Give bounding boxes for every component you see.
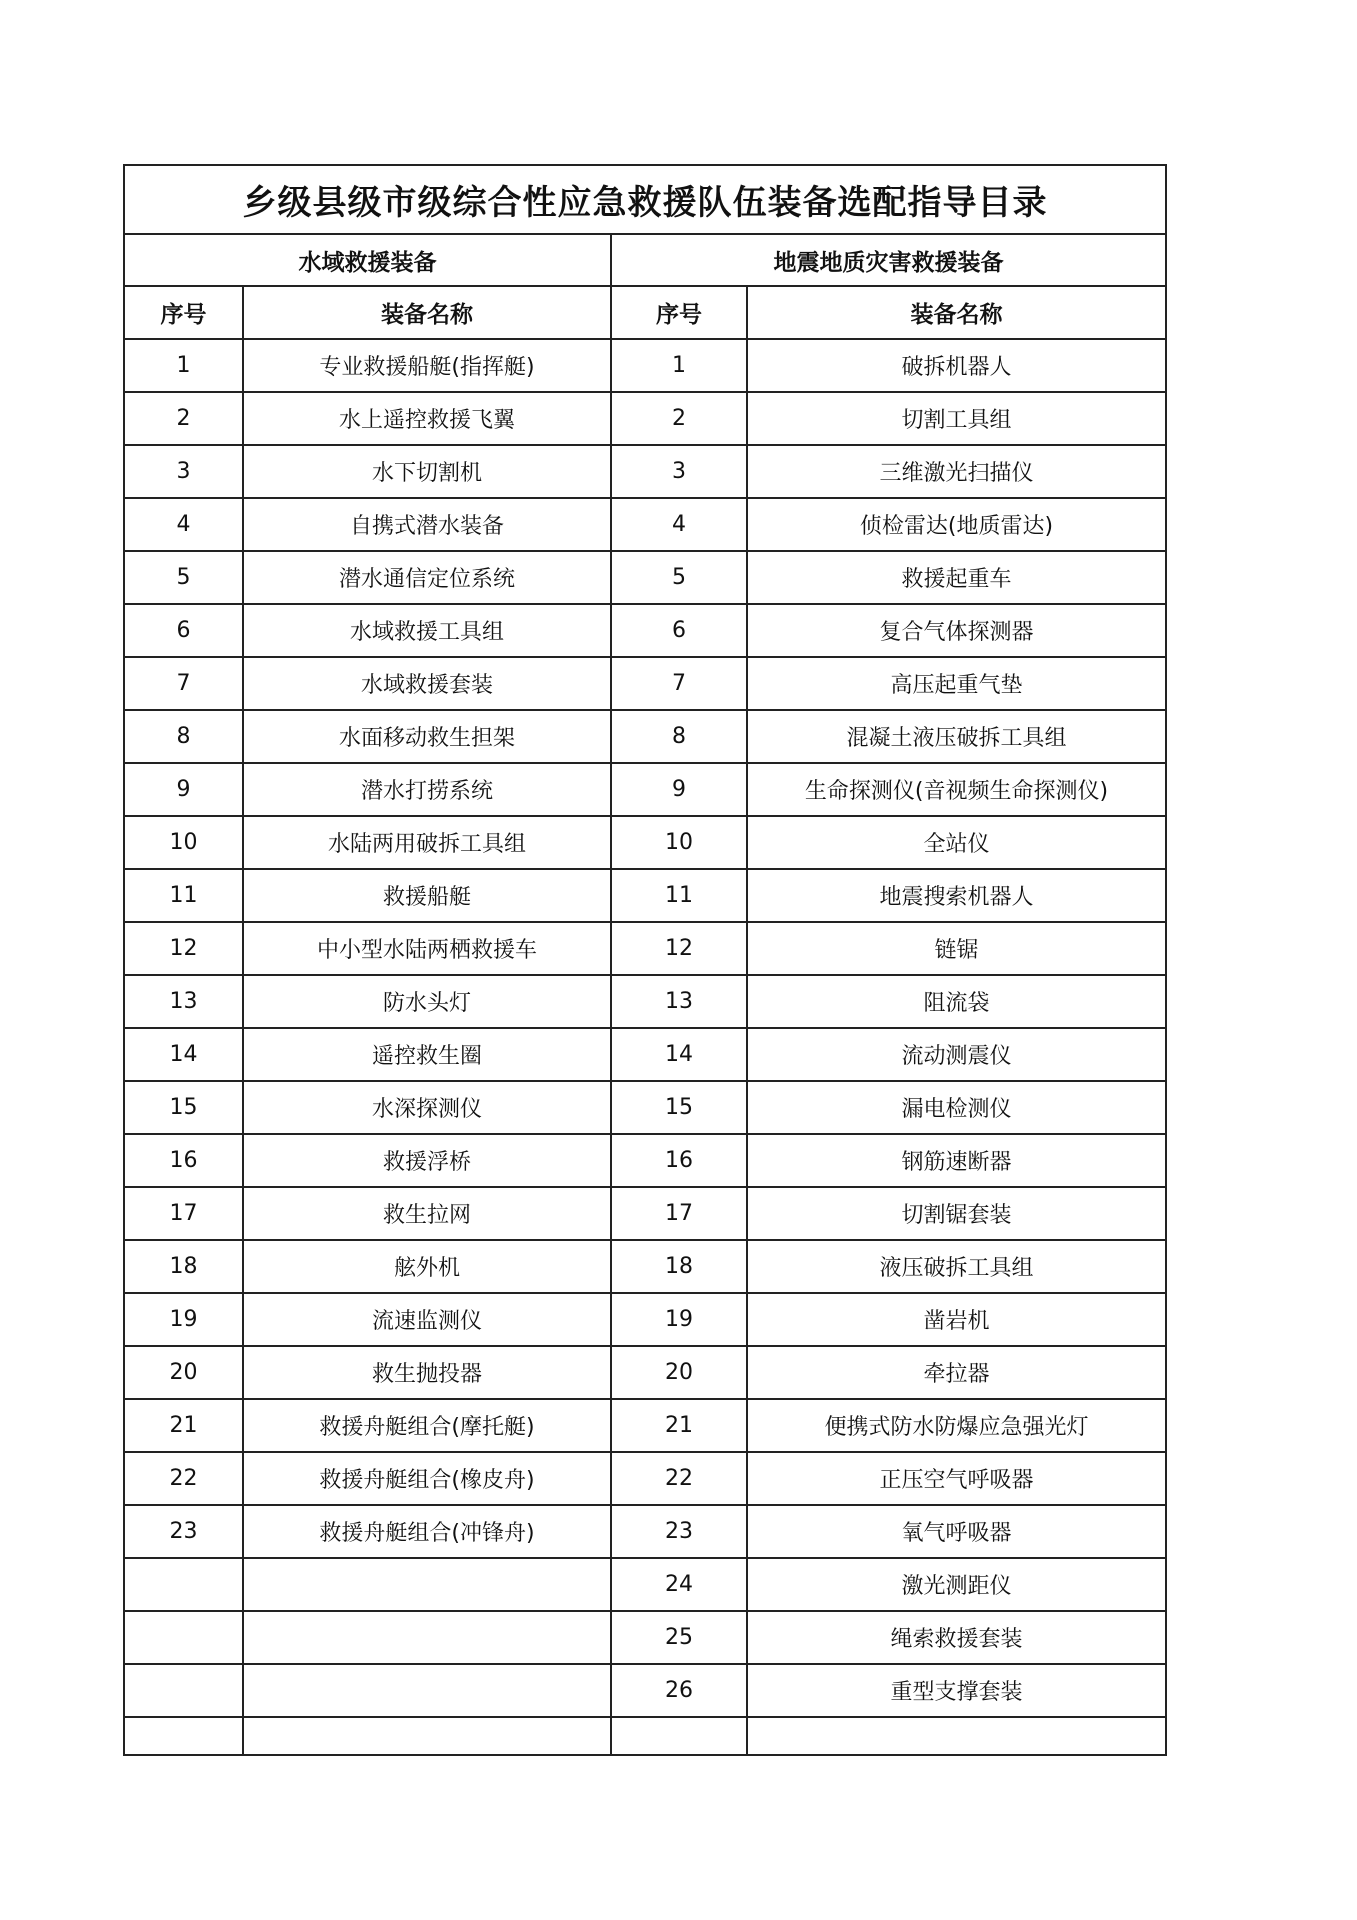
- table-title: 乡级县级市级综合性应急救援队伍装备选配指导目录: [124, 165, 1166, 234]
- left-equipment-name-cell: 救援船艇: [243, 869, 611, 922]
- right-equipment-name-cell: 绳索救援套装: [747, 1611, 1166, 1664]
- left-equipment-name-cell: [243, 1664, 611, 1717]
- right-equipment-name-cell: 氧气呼吸器: [747, 1505, 1166, 1558]
- right-seq-cell: 1: [611, 339, 747, 392]
- right-seq-cell: 18: [611, 1240, 747, 1293]
- right-seq-cell: 17: [611, 1187, 747, 1240]
- right-seq-cell: 19: [611, 1293, 747, 1346]
- table-row: [124, 1187, 1166, 1240]
- left-seq-cell: 20: [124, 1346, 243, 1399]
- left-seq-cell: 2: [124, 392, 243, 445]
- right-equipment-name-cell: 重型支撑套装: [747, 1664, 1166, 1717]
- right-equipment-name-cell: 救援起重车: [747, 551, 1166, 604]
- equipment-catalog-table: [123, 164, 1167, 1756]
- left-seq-cell: 8: [124, 710, 243, 763]
- right-equipment-name-cell: 生命探测仪(音视频生命探测仪): [747, 763, 1166, 816]
- right-equipment-name-cell: 三维激光扫描仪: [747, 445, 1166, 498]
- left-seq-cell: 13: [124, 975, 243, 1028]
- table-row: [124, 1505, 1166, 1558]
- left-equipment-name-cell: 水下切割机: [243, 445, 611, 498]
- right-seq-cell: 12: [611, 922, 747, 975]
- right-equipment-name-cell: 阻流袋: [747, 975, 1166, 1028]
- left-equipment-name-cell: 救援舟艇组合(橡皮舟): [243, 1452, 611, 1505]
- table-row: [124, 1664, 1166, 1717]
- table-row: [124, 922, 1166, 975]
- left-seq-cell: [124, 1611, 243, 1664]
- left-equipment-name-cell: 救生拉网: [243, 1187, 611, 1240]
- right-equipment-name-cell: 正压空气呼吸器: [747, 1452, 1166, 1505]
- left-seq-cell: 7: [124, 657, 243, 710]
- right-seq-cell: 8: [611, 710, 747, 763]
- right-seq-cell: 15: [611, 1081, 747, 1134]
- right-equipment-name-cell: 漏电检测仪: [747, 1081, 1166, 1134]
- left-equipment-name-cell: 水域救援工具组: [243, 604, 611, 657]
- right-equipment-name-cell: 凿岩机: [747, 1293, 1166, 1346]
- right-equipment-name-cell: 链锯: [747, 922, 1166, 975]
- left-seq-cell: 1: [124, 339, 243, 392]
- section-water-rescue: 水域救援装备: [124, 234, 611, 286]
- right-seq-cell: 24: [611, 1558, 747, 1611]
- left-seq-cell: 6: [124, 604, 243, 657]
- left-seq-cell: 16: [124, 1134, 243, 1187]
- left-equipment-name-cell: 水域救援套装: [243, 657, 611, 710]
- table-row: [124, 1134, 1166, 1187]
- right-seq-cell: [611, 1717, 747, 1755]
- table-row: [124, 869, 1166, 922]
- table-row: [124, 975, 1166, 1028]
- table-row: [124, 710, 1166, 763]
- table-row: [124, 1028, 1166, 1081]
- column-header-seq-left: 序号: [124, 286, 243, 339]
- left-seq-cell: [124, 1664, 243, 1717]
- right-seq-cell: 11: [611, 869, 747, 922]
- left-equipment-name-cell: [243, 1558, 611, 1611]
- table-row: [124, 1346, 1166, 1399]
- left-seq-cell: 12: [124, 922, 243, 975]
- right-seq-cell: 21: [611, 1399, 747, 1452]
- table-row: [124, 1081, 1166, 1134]
- left-seq-cell: 22: [124, 1452, 243, 1505]
- left-equipment-name-cell: 救生抛投器: [243, 1346, 611, 1399]
- left-seq-cell: 21: [124, 1399, 243, 1452]
- left-equipment-name-cell: 自携式潜水装备: [243, 498, 611, 551]
- column-header-name-right: 装备名称: [747, 286, 1166, 339]
- right-seq-cell: 6: [611, 604, 747, 657]
- left-equipment-name-cell: 救援舟艇组合(冲锋舟): [243, 1505, 611, 1558]
- left-equipment-name-cell: 潜水通信定位系统: [243, 551, 611, 604]
- right-equipment-name-cell: 高压起重气垫: [747, 657, 1166, 710]
- left-equipment-name-cell: 专业救援船艇(指挥艇): [243, 339, 611, 392]
- column-header-seq-right: 序号: [611, 286, 747, 339]
- table-row: [124, 1399, 1166, 1452]
- right-seq-cell: 22: [611, 1452, 747, 1505]
- table-row: [124, 1240, 1166, 1293]
- section-earthquake-rescue: 地震地质灾害救援装备: [611, 234, 1166, 286]
- title-row: [124, 165, 1166, 234]
- right-seq-cell: 7: [611, 657, 747, 710]
- left-seq-cell: 19: [124, 1293, 243, 1346]
- left-seq-cell: 15: [124, 1081, 243, 1134]
- right-equipment-name-cell: 地震搜索机器人: [747, 869, 1166, 922]
- table-row: [124, 1611, 1166, 1664]
- right-equipment-name-cell: [747, 1717, 1166, 1755]
- left-equipment-name-cell: 流速监测仪: [243, 1293, 611, 1346]
- right-seq-cell: 10: [611, 816, 747, 869]
- left-seq-cell: 3: [124, 445, 243, 498]
- left-equipment-name-cell: [243, 1611, 611, 1664]
- table-row: [124, 392, 1166, 445]
- right-seq-cell: 20: [611, 1346, 747, 1399]
- table-row: [124, 498, 1166, 551]
- right-seq-cell: 14: [611, 1028, 747, 1081]
- left-seq-cell: 17: [124, 1187, 243, 1240]
- left-seq-cell: 11: [124, 869, 243, 922]
- left-seq-cell: [124, 1717, 243, 1755]
- left-equipment-name-cell: 救援浮桥: [243, 1134, 611, 1187]
- left-seq-cell: 5: [124, 551, 243, 604]
- left-seq-cell: [124, 1558, 243, 1611]
- section-header-row: [124, 234, 1166, 286]
- right-seq-cell: 4: [611, 498, 747, 551]
- left-seq-cell: 14: [124, 1028, 243, 1081]
- left-equipment-name-cell: 水深探测仪: [243, 1081, 611, 1134]
- right-equipment-name-cell: 侦检雷达(地质雷达): [747, 498, 1166, 551]
- table-row: [124, 339, 1166, 392]
- right-equipment-name-cell: 切割锯套装: [747, 1187, 1166, 1240]
- right-seq-cell: 3: [611, 445, 747, 498]
- table-row: [124, 1452, 1166, 1505]
- left-equipment-name-cell: 中小型水陆两栖救援车: [243, 922, 611, 975]
- table-row: [124, 1293, 1166, 1346]
- left-seq-cell: 23: [124, 1505, 243, 1558]
- right-equipment-name-cell: 激光测距仪: [747, 1558, 1166, 1611]
- right-seq-cell: 23: [611, 1505, 747, 1558]
- right-equipment-name-cell: 钢筋速断器: [747, 1134, 1166, 1187]
- right-equipment-name-cell: 破拆机器人: [747, 339, 1166, 392]
- table-row: [124, 445, 1166, 498]
- right-seq-cell: 26: [611, 1664, 747, 1717]
- right-seq-cell: 25: [611, 1611, 747, 1664]
- right-equipment-name-cell: 液压破拆工具组: [747, 1240, 1166, 1293]
- left-equipment-name-cell: 遥控救生圈: [243, 1028, 611, 1081]
- left-equipment-name-cell: 舷外机: [243, 1240, 611, 1293]
- table-row: [124, 1717, 1166, 1755]
- column-header-row: [124, 286, 1166, 339]
- right-equipment-name-cell: 切割工具组: [747, 392, 1166, 445]
- column-header-name-left: 装备名称: [243, 286, 611, 339]
- left-seq-cell: 10: [124, 816, 243, 869]
- left-equipment-name-cell: 防水头灯: [243, 975, 611, 1028]
- left-equipment-name-cell: 潜水打捞系统: [243, 763, 611, 816]
- table-row: [124, 1558, 1166, 1611]
- table-row: [124, 657, 1166, 710]
- left-equipment-name-cell: 水面移动救生担架: [243, 710, 611, 763]
- table-row: [124, 816, 1166, 869]
- right-equipment-name-cell: 混凝土液压破拆工具组: [747, 710, 1166, 763]
- left-equipment-name-cell: [243, 1717, 611, 1755]
- right-equipment-name-cell: 复合气体探测器: [747, 604, 1166, 657]
- table-row: [124, 551, 1166, 604]
- right-equipment-name-cell: 便携式防水防爆应急强光灯: [747, 1399, 1166, 1452]
- right-seq-cell: 9: [611, 763, 747, 816]
- left-equipment-name-cell: 水上遥控救援飞翼: [243, 392, 611, 445]
- left-seq-cell: 4: [124, 498, 243, 551]
- right-equipment-name-cell: 流动测震仪: [747, 1028, 1166, 1081]
- table-row: [124, 763, 1166, 816]
- right-equipment-name-cell: 全站仪: [747, 816, 1166, 869]
- left-seq-cell: 18: [124, 1240, 243, 1293]
- left-seq-cell: 9: [124, 763, 243, 816]
- right-seq-cell: 16: [611, 1134, 747, 1187]
- table-row: [124, 604, 1166, 657]
- right-seq-cell: 2: [611, 392, 747, 445]
- right-seq-cell: 5: [611, 551, 747, 604]
- left-equipment-name-cell: 救援舟艇组合(摩托艇): [243, 1399, 611, 1452]
- right-equipment-name-cell: 牵拉器: [747, 1346, 1166, 1399]
- right-seq-cell: 13: [611, 975, 747, 1028]
- left-equipment-name-cell: 水陆两用破拆工具组: [243, 816, 611, 869]
